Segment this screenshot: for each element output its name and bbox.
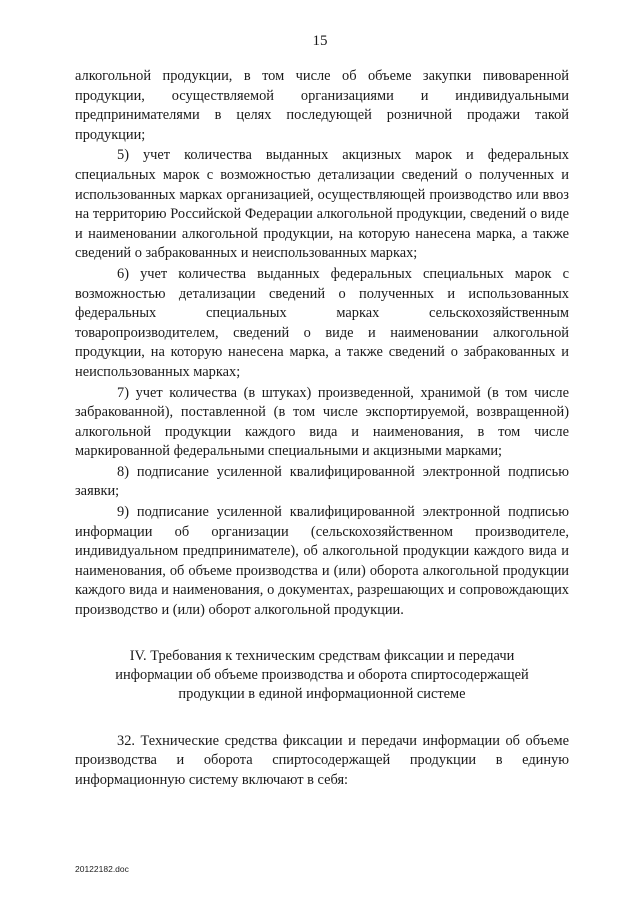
list-item-7: 7) учет количества (в штуках) произведенной, хранимой (в том числе забракованной), поставленной (в том числе экспортируемой, возвращенной) алкогольной продукции каждого вида и наименования, в том числе маркированной федеральными специальными и акцизными марками; [75, 384, 569, 460]
page-number: 15 [312, 33, 328, 49]
list-item-8: 8) подписание усиленной квалифицированной электронной подписью заявки; [75, 463, 569, 500]
footer-filename: 20122182.doc [75, 864, 129, 874]
list-item-5: 5) учет количества выданных акцизных марок и федеральных специальных марок с возможностью детализации сведений о полученных и использованных марках организацией, осуществляющей производство или ввоз на территорию Российской Федерации алкогольной продукции, сведений о виде и наименовании алкогольной продукции, на которую нанесена марка, а также сведений о забракованных и неиспользованных марках; [75, 147, 569, 262]
section-heading [75, 647, 569, 704]
list-item-6: 6) учет количества выданных федеральных специальных марок с возможностью детализации сведений о полученных и использованных федеральных специальных марках сельскохозяйственным товаропроизводителем, сведений о виде и наименовании алкогольной продукции, на которую нанесена марка, а также сведений о забракованных и неиспользованных марках; [75, 265, 569, 380]
paragraph-32: 32. Технические средства фиксации и передачи информации об объеме производства и оборота спиртосодержащей продукции в единую информационную систему включают в себя: [75, 732, 569, 788]
document-body [75, 67, 569, 790]
section-heading-line-3: продукции в единой информационной системе [178, 685, 466, 702]
list-item-9: 9) подписание усиленной квалифицированной электронной подписью информации об организации (сельскохозяйственном производителе, индивидуальном предпринимателе), об алкогольной продукции каждого вида и наименования, об объеме производства и (или) оборота алкогольной продукции каждого вида и наименования, о документах, разрешающих и сопровождающих производство и (или) оборот алкогольной продукции. [75, 504, 569, 619]
section-heading-line-2: информации об объеме производства и оборота спиртосодержащей [115, 666, 529, 683]
paragraph-continuation: алкогольной продукции, в том числе об объеме закупки пивоваренной продукции, осуществляемой организациями и индивидуальными предпринимателями в целях последующей розничной продажи такой продукции; [75, 68, 569, 143]
section-heading-line-1: IV. Требования к техническим средствам фиксации и передачи [129, 647, 515, 664]
